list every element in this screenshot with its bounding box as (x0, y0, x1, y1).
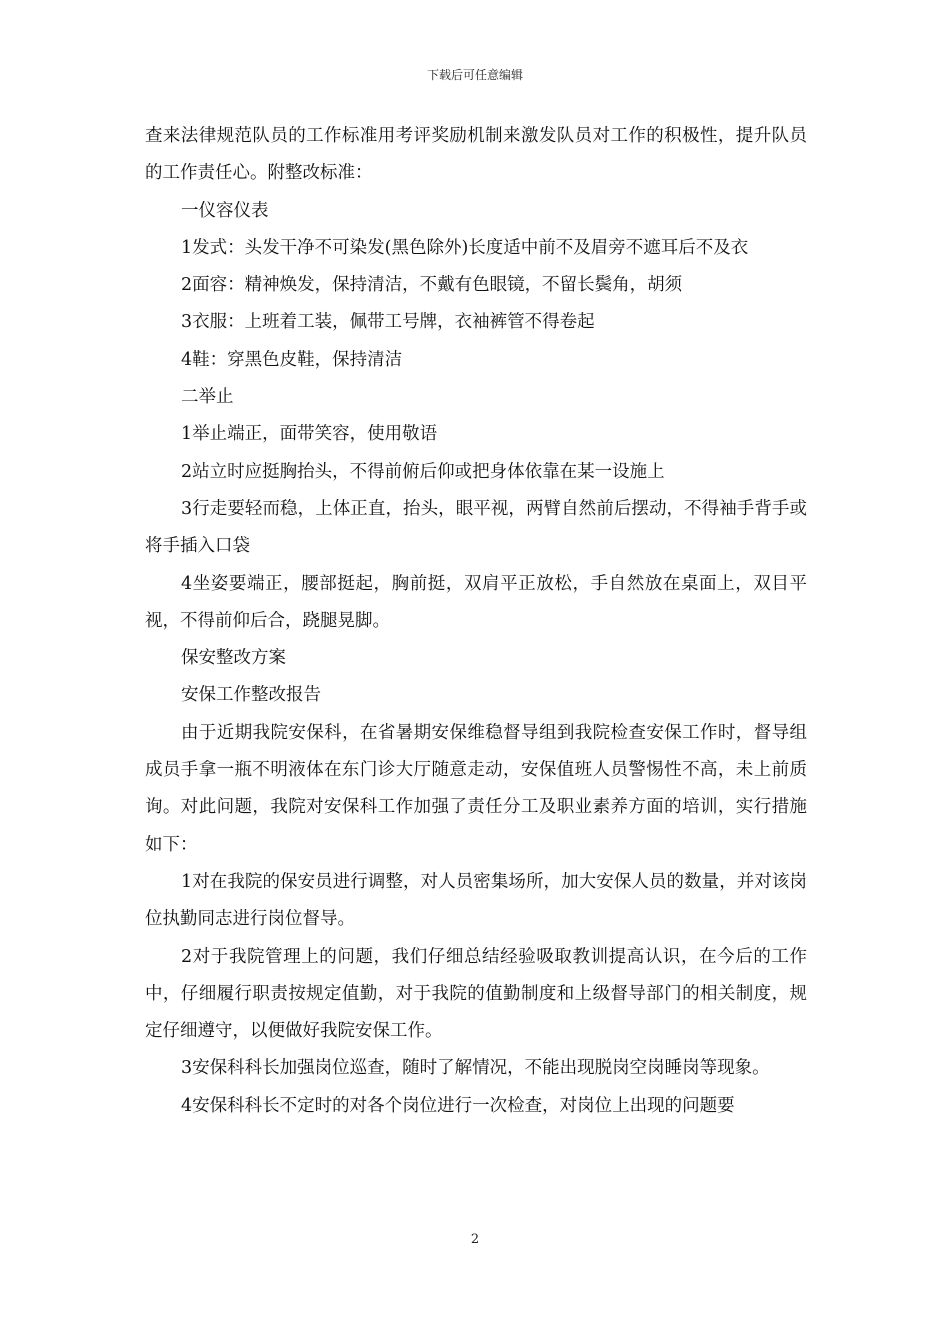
paragraph: 1举止端正，面带笑容，使用敬语 (181, 424, 438, 445)
document-body (145, 118, 807, 1125)
section-heading: 二举止 (181, 387, 234, 408)
paragraph: 2对于我院管理上的问题，我们仔细总结经验吸取教训提高认识，在今后的工作中，仔细履行职责按规定值勤，对于我院的值勤制度和上级督导部门的相关制度，规定仔细遵守，以便做好我院安保工作。 (145, 946, 807, 1042)
paragraph: 4坐姿要端正，腰部挺起，胸前挺，双肩平正放松，手自然放在桌面上，双目平视，不得前仰后合，跷腿晃脚。 (145, 573, 807, 631)
paragraph: 查来法律规范队员的工作标准用考评奖励机制来激发队员对工作的积极性，提升队员的工作责任心。附整改标准： (145, 126, 807, 184)
paragraph: 1对在我院的保安员进行调整，对人员密集场所，加大安保人员的数量，并对该岗位执勤同志进行岗位督导。 (145, 871, 807, 930)
paragraph: 2站立时应挺胸抬头，不得前俯后仰或把身体依靠在某一设施上 (181, 461, 665, 482)
paragraph: 4安保科科长不定时的对各个岗位进行一次检查，对岗位上出现的问题要 (181, 1095, 735, 1116)
paragraph: 1发式：头发干净不可染发(黑色除外)长度适中前不及眉旁不遮耳后不及衣 (181, 237, 749, 258)
paragraph: 2面容：精神焕发，保持清洁，不戴有色眼镜，不留长鬓角，胡须 (181, 275, 683, 296)
document-title: 保安整改方案 (181, 648, 286, 669)
report-title: 安保工作整改报告 (181, 685, 321, 706)
paragraph: 3行走要轻而稳，上体正直，抬头，眼平视，两臂自然前后摆动，不得袖手背手或将手插入口袋 (145, 498, 807, 557)
paragraph: 由于近期我院安保科，在省暑期安保维稳督导组到我院检查安保工作时，督导组成员手拿一瓶不明液体在东门诊大厅随意走动，安保值班人员警惕性不高，未上前质询。对此问题，我院对安保科工作加强了责任分工及职业素养方面的培训，实行措施如下： (145, 722, 807, 855)
page-header: 下载后可任意编辑 (426, 68, 523, 82)
section-heading: 一仪容仪表 (181, 200, 269, 221)
paragraph: 4鞋：穿黑色皮鞋，保持清洁 (181, 349, 403, 370)
paragraph: 3安保科科长加强岗位巡查，随时了解情况，不能出现脱岗空岗睡岗等现象。 (181, 1058, 770, 1079)
page-number: 2 (470, 1232, 480, 1247)
paragraph: 3衣服：上班着工装，佩带工号牌，衣袖裤管不得卷起 (181, 312, 595, 333)
